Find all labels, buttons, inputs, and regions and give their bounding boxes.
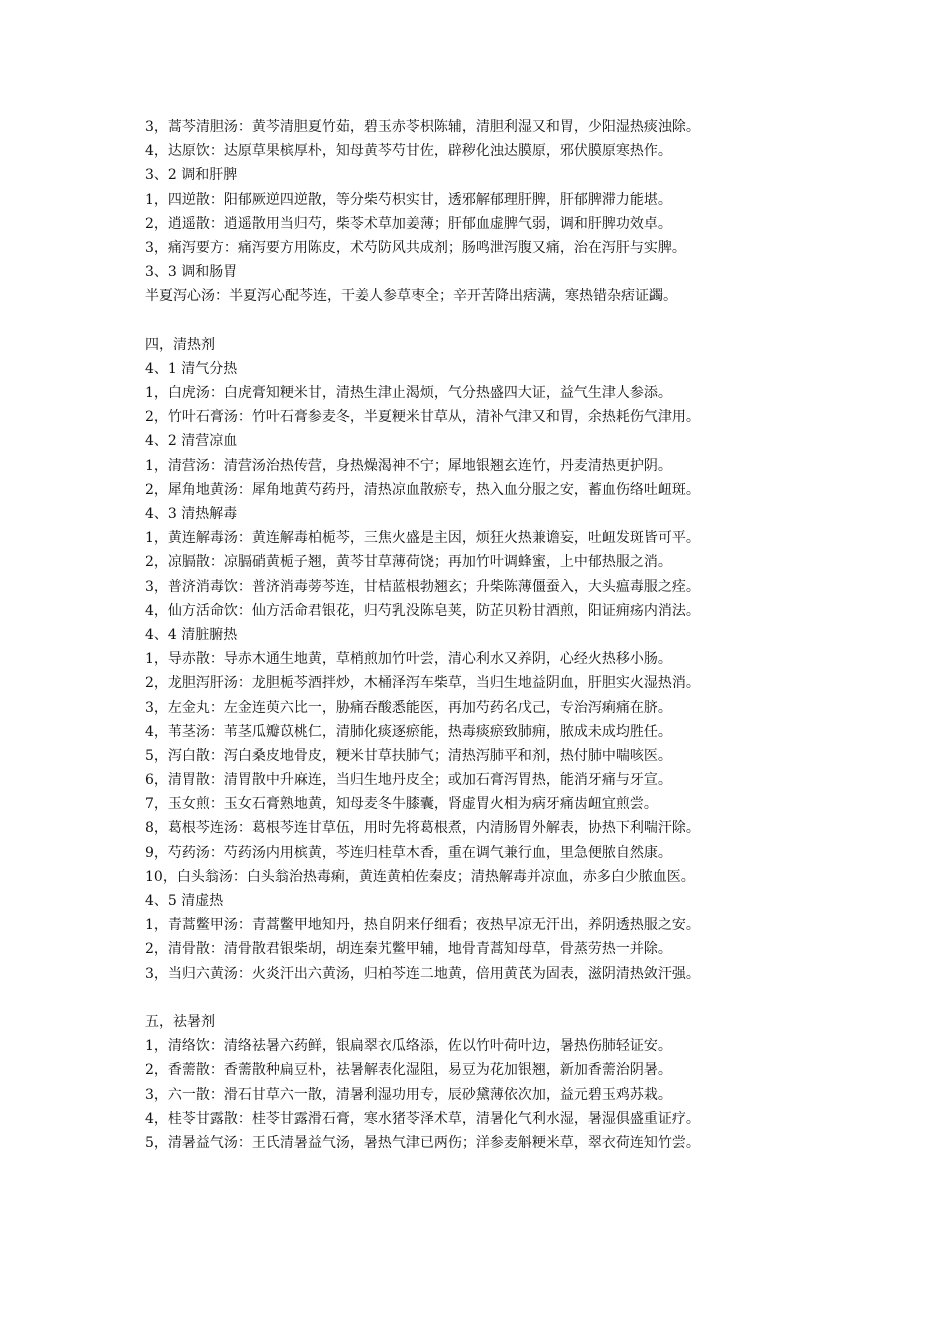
- section-subheading: 4、3 清热解毒: [145, 506, 238, 522]
- section-heading: 四，清热剂: [145, 336, 215, 353]
- text-line: 1，四逆散：阳郁厥逆四逆散，等分柴芍枳实甘，透邪解郁理肝脾，肝郁脾滞力能堪。: [145, 191, 672, 208]
- text-line: 2，竹叶石膏汤：竹叶石膏参麦冬，半夏粳米甘草从，清补气津又和胃，余热耗伤气津用。: [145, 409, 700, 426]
- text-line: 4，仙方活命饮：仙方活命君银花，归芍乳没陈皂荚，防芷贝粉甘酒煎，阳证痈疡内消法。: [145, 602, 700, 619]
- text-line: 8，葛根芩连汤：葛根芩连甘草伍，用时先将葛根煮，内清肠胃外解表，协热下利喘汗除。: [145, 820, 700, 837]
- text-line: 1，青蒿鳖甲汤：青蒿鳖甲地知丹，热自阴来仔细看；夜热早凉无汗出，养阴透热服之安。: [145, 917, 700, 934]
- text-line: 4，苇茎汤：苇茎瓜瓣苡桃仁，清肺化痰逐瘀能，热毒痰瘀致肺痈，脓成未成均胜任。: [145, 723, 672, 740]
- section-subheading: 3、2 调和肝脾: [145, 167, 238, 184]
- text-line: 9，芍药汤：芍药汤内用槟黄，芩连归桂草木香，重在调气兼行血，里急便脓自然康。: [145, 844, 672, 861]
- text-line: 2，凉膈散：凉膈硝黄栀子翘，黄芩甘草薄荷饶；再加竹叶调蜂蜜，上中郁热服之消。: [145, 554, 672, 571]
- text-line: 半夏泻心汤：半夏泻心配芩连，干姜人参草枣全；辛开苦降出痞满，寒热错杂痞证蠲。: [145, 288, 677, 305]
- text-line: 2，香薷散：香薷散种扁豆朴，祛暑解表化湿阻，易豆为花加银翘，新加香薷治阴暑。: [145, 1062, 672, 1079]
- text-line: 5，清暑益气汤：王氏清暑益气汤，暑热气津已两伤；洋参麦斛粳米草，翠衣荷连知竹尝。: [145, 1134, 700, 1151]
- text-line: 2，逍遥散：逍遥散用当归芍，柴苓术草加姜薄；肝郁血虚脾气弱，调和肝脾功效卓。: [145, 215, 672, 232]
- section-subheading: 4、5 清虚热: [145, 893, 224, 909]
- text-line: 2，犀角地黄汤：犀角地黄芍药丹，清热凉血散瘀专，热入血分服之安，蓄血伤络吐衄斑。: [145, 481, 700, 498]
- text-line: 3，蒿芩清胆汤：黄芩清胆夏竹茹，碧玉赤苓枳陈辅，清胆利湿又和胃，少阳湿热痰浊除。: [145, 119, 700, 135]
- text-line: 1，黄连解毒汤：黄连解毒柏栀芩，三焦火盛是主因，烦狂火热兼谵妄，吐衄发斑皆可平。: [145, 530, 700, 547]
- text-line: 1，清营汤：清营汤治热传营，身热燥渴神不宁；犀地银翘玄连竹，丹麦清热更护阴。: [145, 457, 672, 474]
- text-line: 1，清络饮：清络祛暑六药鲜，银扁翠衣瓜络添，佐以竹叶荷叶边，暑热伤肺轻证安。: [145, 1038, 672, 1055]
- text-line: 5，泻白散：泻白桑皮地骨皮，粳米甘草扶肺气；清热泻肺平和剂，热付肺中喘咳医。: [145, 747, 672, 764]
- text-line: 1，导赤散：导赤木通生地黄，草梢煎加竹叶尝，清心利水又养阴，心经火热移小肠。: [145, 651, 672, 668]
- text-line: 4，桂苓甘露散：桂苓甘露滑石膏，寒水猪苓泽术草，清暑化气利水湿，暑湿俱盛重证疗。: [145, 1110, 700, 1127]
- text-line: 4，达原饮：达原草果槟厚朴，知母黄芩芍甘佐，辟秽化浊达膜原，邪伏膜原寒热作。: [145, 143, 672, 160]
- blank-line: [145, 986, 935, 1010]
- section-subheading: 4、4 清脏腑热: [145, 626, 238, 643]
- text-line: 2，清骨散：清骨散君银柴胡，胡连秦艽鳖甲辅，地骨青蒿知母草，骨蒸劳热一并除。: [145, 941, 672, 958]
- text-line: 6，清胃散：清胃散中升麻连，当归生地丹皮全；或加石膏泻胃热，能消牙痛与牙宣。: [145, 772, 672, 789]
- document-page: [145, 115, 935, 1155]
- text-line: 3，左金丸：左金连萸六比一，胁痛吞酸悉能医，再加芍药名戊己，专治泻痢痛在脐。: [145, 699, 672, 716]
- section-subheading: 3、3 调和肠胃: [145, 264, 238, 281]
- section-heading: 五，祛暑剂: [145, 1013, 215, 1030]
- section-subheading: 4、2 清营凉血: [145, 433, 238, 450]
- text-line: 2，龙胆泻肝汤：龙胆栀芩酒拌炒，木桶泽泻车柴草，当归生地益阴血，肝胆实火湿热消。: [145, 675, 700, 692]
- section-subheading: 4、1 清气分热: [145, 360, 238, 377]
- text-line: 3，普济消毒饮：普济消毒蒡芩连，甘桔蓝根勃翘玄；升柴陈薄僵蚕入，大头瘟毒服之痊。: [145, 578, 700, 595]
- text-line: 3，六一散：滑石甘草六一散，清暑利湿功用专，辰砂黛薄依次加，益元碧玉鸡苏栽。: [145, 1086, 672, 1103]
- text-line: 3，当归六黄汤：火炎汗出六黄汤，归柏芩连二地黄，倍用黄芪为固表，滋阴清热敛汗强。: [145, 965, 700, 982]
- blank-line: [145, 309, 935, 333]
- text-line: 1，白虎汤：白虎膏知粳米甘，清热生津止渴烦，气分热盛四大证，益气生津人参添。: [145, 385, 672, 402]
- text-line: 10，白头翁汤：白头翁治热毒痢，黄连黄柏佐秦皮；清热解毒并凉血，赤多白少脓血医。: [145, 868, 695, 885]
- text-line: 7，玉女煎：玉女石膏熟地黄，知母麦冬牛膝囊，肾虚胃火相为病牙痛齿衄宜煎尝。: [145, 796, 658, 813]
- text-line: 3，痛泻要方：痛泻要方用陈皮，术芍防风共成剂；肠鸣泄泻腹又痛，治在泻肝与实脾。: [145, 239, 686, 256]
